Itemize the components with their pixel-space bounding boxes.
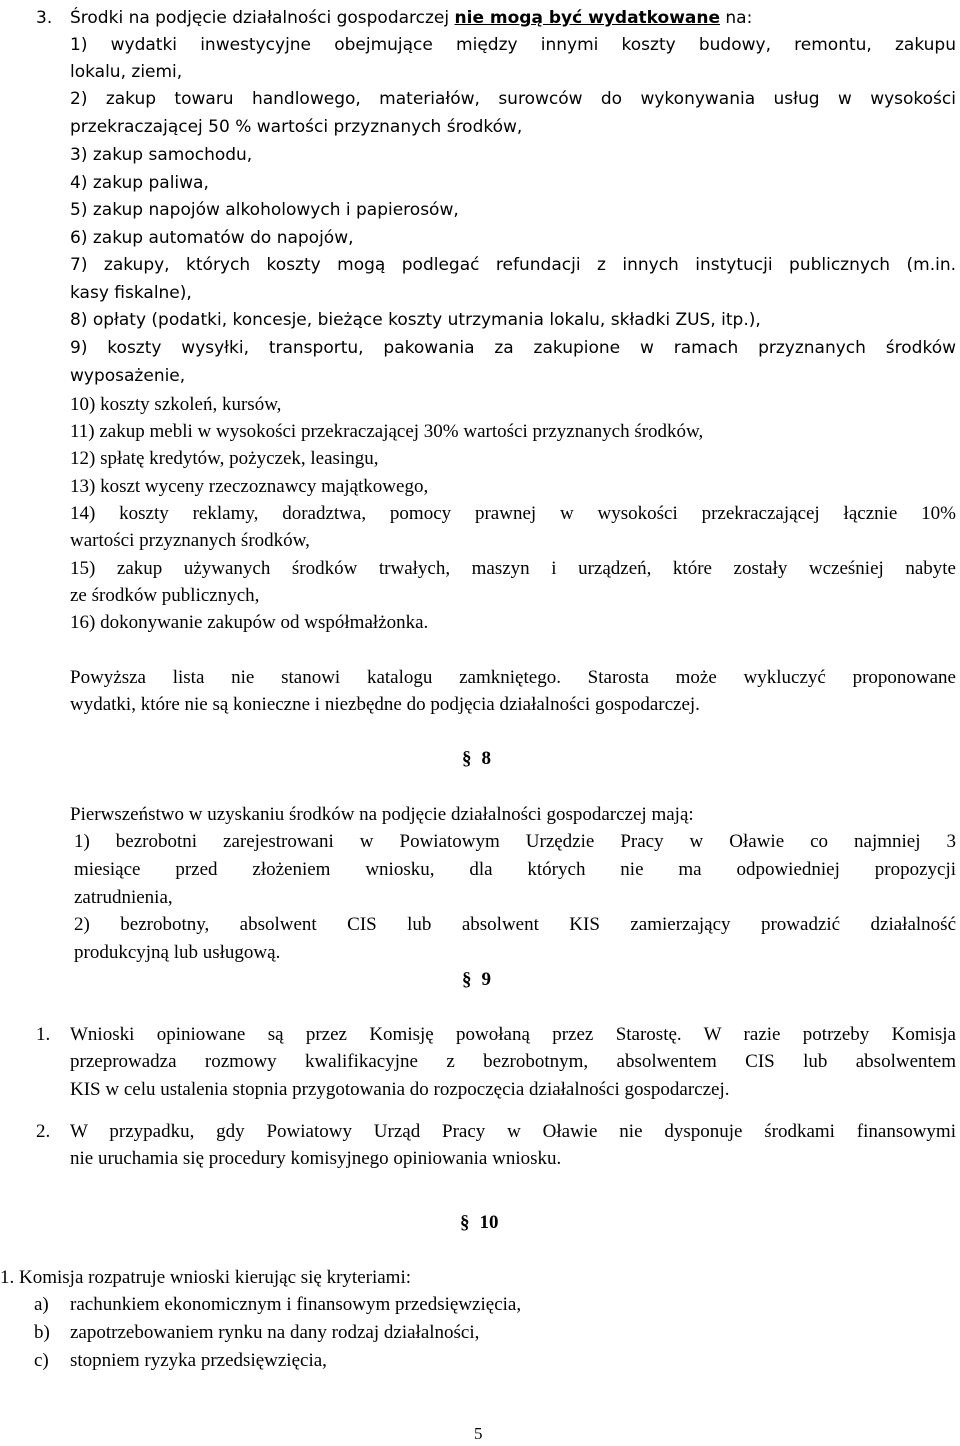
list-item: wartości przyznanych środków, (70, 530, 310, 551)
priority-item: miesiące przed złożeniem wniosku, dla których nie ma odpowiedniej propozycji (74, 859, 956, 880)
list-item: lokalu, ziemi, (70, 62, 183, 82)
note-paragraph: wydatki, które nie są konieczne i niezbędne do podjęcia działalności gospodarczej. (70, 694, 700, 715)
section-number: 9 (481, 969, 491, 990)
exclusions-intro (70, 6, 752, 30)
list-item: 4) zakup paliwa, (70, 173, 209, 193)
list-marker: b) (34, 1322, 50, 1343)
page-number: 5 (474, 1424, 483, 1443)
priority-intro: Pierwszeństwo w uzyskaniu środków na podjęcie działalności gospodarczej mają: (70, 804, 694, 825)
paragraph-line: Wnioski opiniowane są przez Komisję powołaną przez Starostę. W razie potrzeby Komisja (70, 1024, 956, 1045)
list-item: 9) koszty wysyłki, transportu, pakowania za zakupione w ramach przyznanych środków (70, 338, 956, 358)
emphasis-underline: nie mogą być wydatkowane (454, 8, 720, 28)
list-marker: c) (34, 1350, 49, 1371)
list-item: 1) wydatki inwestycyjne obejmujące między innymi koszty budowy, remontu, zakupu (70, 35, 956, 55)
exclusions-intro-tail: na: (720, 8, 753, 28)
list-item: 12) spłatę kredytów, pożyczek, leasingu, (70, 448, 379, 469)
criteria-item: zapotrzebowaniem rynku na dany rodzaj działalności, (70, 1322, 480, 1343)
priority-item: 2) bezrobotny, absolwent CIS lub absolwent KIS zamierzający prowadzić działalność (74, 914, 956, 935)
item-number: 2. (36, 1121, 51, 1142)
list-item: 6) zakup automatów do napojów, (70, 228, 354, 248)
list-item: wyposażenie, (70, 366, 186, 386)
list-item: 3) zakup samochodu, (70, 145, 253, 165)
list-item: 7) zakupy, których koszty mogą podlegać refundacji z innych instytucji publicznych (m.in. (70, 255, 956, 275)
paragraph-line: W przypadku, gdy Powiatowy Urząd Pracy w Oławie nie dysponuje środkami finansowymi (70, 1121, 956, 1142)
section-number: 10 (479, 1212, 499, 1233)
section-number: 8 (481, 748, 491, 769)
list-item: 16) dokonywanie zakupów od współmałżonka. (70, 612, 429, 633)
section-sign-icon: § (462, 748, 472, 769)
item-number: 3. (36, 8, 53, 28)
list-item: 5) zakup napojów alkoholowych i papierosów, (70, 200, 459, 220)
paragraph-line: przeprowadza rozmowy kwalifikacyjne z bezrobotnym, absolwentem CIS lub absolwentem (70, 1051, 956, 1072)
list-item: kasy fiskalne), (70, 283, 192, 303)
exclusions-intro-text: Środki na podjęcie działalności gospodarczej (70, 8, 455, 28)
list-marker: a) (34, 1294, 49, 1315)
criteria-item: stopniem ryzyka przedsięwzięcia, (70, 1350, 327, 1371)
priority-item: zatrudnienia, (74, 887, 173, 908)
item-number: 1. (36, 1024, 51, 1045)
priority-item: produkcyjną lub usługową. (74, 942, 281, 963)
list-item: 13) koszt wyceny rzeczoznawcy majątkowego, (70, 476, 429, 497)
priority-item: 1) bezrobotni zarejestrowani w Powiatowym Urzędzie Pracy w Oławie co najmniej 3 (74, 831, 956, 852)
section-sign-icon: § (460, 1212, 470, 1233)
note-paragraph: Powyższa lista nie stanowi katalogu zamkniętego. Starosta może wykluczyć proponowane (70, 667, 956, 688)
list-item: 2) zakup towaru handlowego, materiałów, surowców do wykonywania usług w wysokości (70, 89, 956, 109)
list-item: 15) zakup używanych środków trwałych, maszyn i urządzeń, które zostały wcześniej nabyte (70, 558, 956, 579)
paragraph-line: KIS w celu ustalenia stopnia przygotowania do rozpoczęcia działalności gospodarczej. (70, 1079, 730, 1100)
list-item: 10) koszty szkoleń, kursów, (70, 394, 282, 415)
list-item: 8) opłaty (podatki, koncesje, bieżące koszty utrzymania lokalu, składki ZUS, itp.), (70, 310, 761, 330)
section-heading (462, 968, 491, 992)
section-heading (462, 747, 491, 771)
list-item: 14) koszty reklamy, doradztwa, pomocy prawnej w wysokości przekraczającej łącznie 10% (70, 503, 956, 524)
paragraph-line: nie uruchamia się procedury komisyjnego opiniowania wniosku. (70, 1148, 562, 1169)
list-item: 11) zakup mebli w wysokości przekraczającej 30% wartości przyznanych środków, (70, 421, 704, 442)
list-item: ze środków publicznych, (70, 585, 260, 606)
section-heading (460, 1211, 499, 1235)
list-item: przekraczającej 50 % wartości przyznanych środków, (70, 117, 523, 137)
criteria-item: rachunkiem ekonomicznym i finansowym przedsięwzięcia, (70, 1294, 522, 1315)
section-sign-icon: § (462, 969, 472, 990)
criteria-intro: 1. Komisja rozpatruje wnioski kierując się kryteriami: (0, 1267, 412, 1288)
